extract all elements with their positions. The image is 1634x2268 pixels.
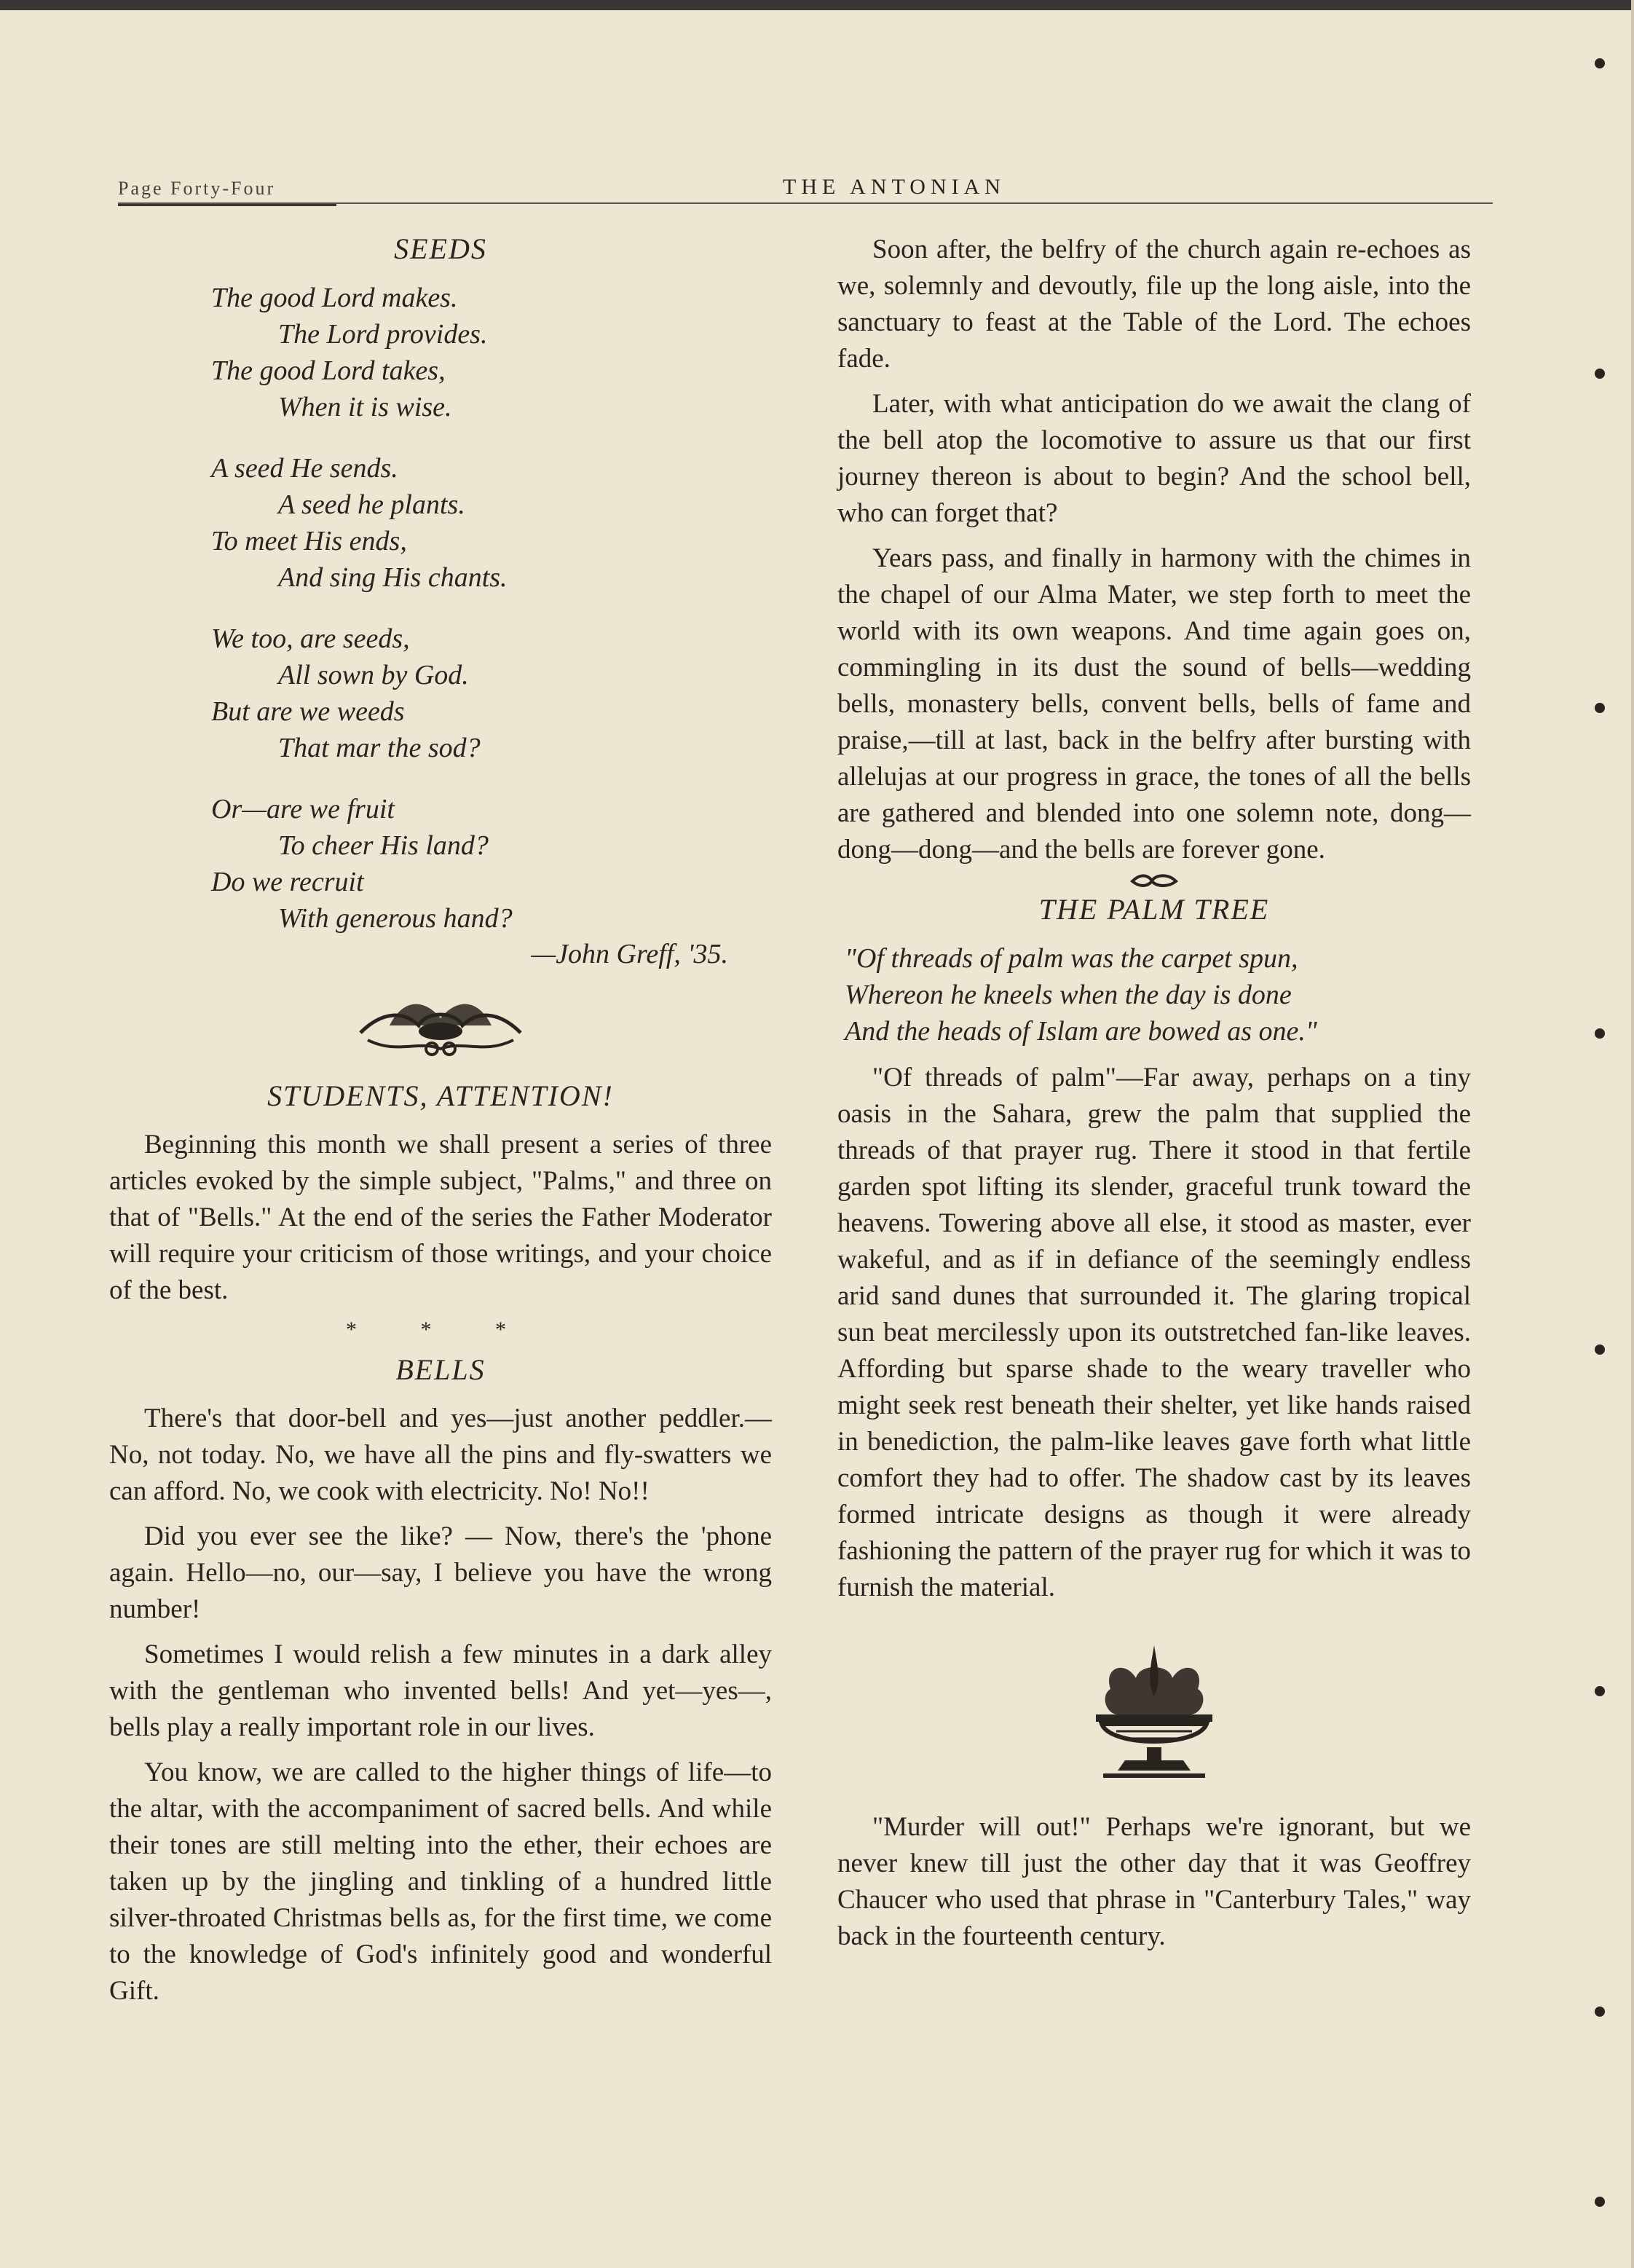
article-paragraph: Soon after, the belfry of the church again re-echoes as we, solemnly and devoutly, file up the long aisle, into the sanctuary to feast at the Table of the Lord. The echoes fade.: [837, 235, 1471, 374]
article-paragraph: Years pass, and finally in harmony with the chimes in the chapel of our Alma Mater, we step forth to meet the world with its own weapons. And time again goes on, commingling in its dust the sound of bells—wedding bells, monastery bells, convent bells, bells of fame and praise,—till at last, back in the belfry after bursting with allelujas at our progress in grace, the tones of all the bells are gathered and blended into one solemn note, dong—dong—dong—and the bells are forever gone.: [837, 543, 1471, 865]
binding-hole: [1595, 58, 1605, 68]
notice-body: [109, 1127, 772, 1309]
masthead-title: THE ANTONIAN: [783, 175, 1006, 199]
notice-paragraph: Beginning this month we shall present a series of three articles evoked by the simple subject, "Palms," and three on that of "Bells." At the end of the series the Father Moderator will require your criticism of those writings, and your choice of the best.: [109, 1130, 772, 1305]
poem-line: With generous hand?: [278, 903, 513, 934]
article-paragraph: Later, with what anticipation do we await the clang of the bell atop the locomotive to assure us that our first journey thereon is about to begin? And the school bell, who can forget that?: [837, 389, 1471, 528]
page-number-label: Page Forty-Four: [118, 178, 276, 199]
poem-stanza: [211, 280, 772, 425]
binding-hole: [1595, 1686, 1605, 1696]
article-paragraph: There's that door-bell and yes—just another peddler.—No, not today. No, we have all the pins and fly-swatters we can afford. No, we cook with electricity. No! No!!: [109, 1403, 772, 1506]
poem-line: The good Lord takes,: [211, 355, 446, 386]
binding-hole: [1595, 1344, 1605, 1355]
header-rule: [118, 202, 1493, 204]
poem-line: To cheer His land?: [278, 830, 489, 861]
poem-stanza: [211, 621, 772, 766]
epigraph-line: And the heads of Islam are bowed as one.": [845, 1016, 1317, 1047]
poem-line: When it is wise.: [278, 392, 452, 422]
poem-line: All sown by God.: [278, 660, 469, 690]
seeds-poem: [109, 280, 772, 937]
notice-title: STUDENTS, ATTENTION!: [267, 1079, 614, 1112]
poem-line: That mar the sod?: [278, 733, 481, 763]
left-column: [109, 232, 772, 2018]
poem-stanza: [211, 450, 772, 596]
floral-scroll-ornament: [109, 989, 772, 1063]
poem-line: We too, are seeds,: [211, 623, 410, 654]
poem-line: But are we weeds: [211, 696, 405, 727]
page-right-edge: [1631, 0, 1634, 2268]
palm-article: [837, 1060, 1471, 1606]
binding-hole: [1595, 1028, 1605, 1039]
article-paragraph: "Of threads of palm"—Far away, perhaps on a tiny oasis in the Sahara, grew the palm that supplied the threads of that prayer rug. There it stood in that fertile garden spot lifting its slender, graceful trunk toward the heavens. Towering above all else, it stood as master, ever wakeful, and as if in defiance of the seemingly endless arid sand dunes that surrounded it. The glaring tropical sun beat mercilessly upon its outstretched fan-like leaves. Affording but sparse shade to the weary traveller who might seek rest beneath their shelter, yet like hands raised in benediction, the palm-like leaves gave forth what little comfort they had to offer. The shadow cast by its leaves formed intricate designs as though it were already fashioning the pattern of the prayer rug for which it was to furnish the material.: [837, 1063, 1471, 1602]
poem-line: The good Lord makes.: [211, 283, 458, 313]
poem-line: The Lord provides.: [278, 319, 488, 350]
poem-title: SEEDS: [394, 232, 487, 265]
epigraph-line: Whereon he kneels when the day is done: [845, 980, 1292, 1010]
flower-urn-ornament: [837, 1638, 1471, 1787]
poem-line: Do we recruit: [211, 867, 364, 897]
small-scroll-ornament: [837, 873, 1471, 892]
poem-stanza: [211, 791, 772, 937]
palm-epigraph: [837, 940, 1471, 1050]
binding-hole: [1595, 2197, 1605, 2207]
bells-article-part2: [837, 232, 1471, 868]
article-title: BELLS: [395, 1353, 486, 1386]
poem-line: Or—are we fruit: [211, 794, 395, 824]
article-paragraph: Sometimes I would relish a few minutes in a dark alley with the gentleman who invented bells! And yet—yes—, bells play a really important role in our lives.: [109, 1639, 772, 1742]
binding-hole: [1595, 703, 1605, 713]
murder-will-out-note: [837, 1809, 1471, 1955]
right-column: [837, 232, 1471, 1964]
binding-hole: [1595, 369, 1605, 379]
section-divider-stars: * * *: [346, 1318, 535, 1342]
article-title: THE PALM TREE: [1038, 893, 1270, 926]
bells-article-part1: [109, 1401, 772, 2009]
page-header: [109, 173, 1493, 207]
poem-line: To meet His ends,: [211, 526, 407, 556]
poem-author: —John Greff, '35.: [531, 939, 728, 969]
poem-line: A seed He sends.: [211, 453, 398, 484]
epigraph-line: "Of threads of palm was the carpet spun,: [845, 943, 1298, 974]
article-paragraph: "Murder will out!" Perhaps we're ignorant, but we never knew till just the other day that it was Geoffrey Chaucer who used that phrase in "Canterbury Tales," way back in the fourteenth century.: [837, 1812, 1471, 1951]
binding-hole: [1595, 2007, 1605, 2017]
scan-top-edge: [0, 0, 1634, 10]
poem-line: And sing His chants.: [278, 562, 508, 593]
article-paragraph: Did you ever see the like? — Now, there's the 'phone again. Hello—no, our—say, I believe you have the wrong number!: [109, 1521, 772, 1624]
article-paragraph: You know, we are called to the higher things of life—to the altar, with the accompaniment of sacred bells. And while their tones are still melting into the ether, their echoes are taken up by the jingling and tinkling of a hundred little silver-throated Christmas bells as, for the first time, we come to the knowledge of God's infinitely good and wonderful Gift.: [109, 1757, 772, 2006]
poem-line: A seed he plants.: [278, 489, 465, 520]
